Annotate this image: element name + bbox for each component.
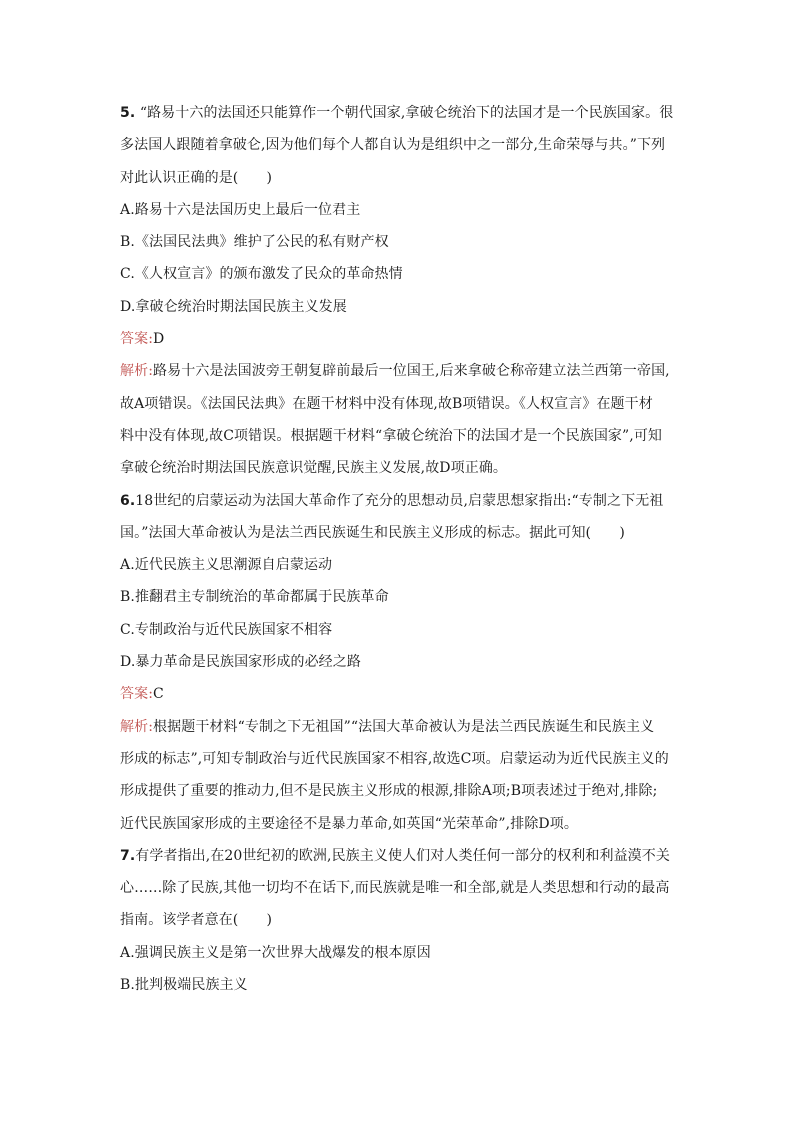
answer-value: D: [153, 331, 165, 348]
analysis-line: 解析:路易十六是法国波旁王朝复辟前最后一位国王,后来拿破仑称帝建立法兰西第一帝国,: [120, 363, 670, 380]
analysis-line: 解析:根据题干材料“专制之下无祖国”“法国大革命被认为是法兰西民族诞生和民族主义: [120, 718, 655, 735]
option-a: A.近代民族主义思潮源自启蒙运动: [120, 557, 333, 574]
option-a: A.路易十六是法国历史上最后一位君主: [120, 201, 361, 218]
analysis-line: 料中没有体现,故C项错误。根据题干材料“拿破仑统治下的法国才是一个民族国家”,可知: [120, 427, 663, 444]
option-b: B.推翻君主专制统治的革命都属于民族革命: [120, 589, 389, 606]
option-c: C.专制政治与近代民族国家不相容: [120, 621, 333, 638]
question-stem-line: 7.有学者指出,在20世纪初的欧洲,民族主义使人们对人类任何一部分的权利和利益漠不关: [120, 847, 670, 864]
question-stem-line: 心……除了民族,其他一切均不在话下,而民族就是唯一和全部,就是人类思想和行动的最高: [120, 880, 670, 897]
question-number: 7.: [120, 847, 136, 864]
analysis-line: 形成提供了重要的推动力,但不是民族主义形成的根源,排除A项;B项表述过于绝对,排除;: [120, 783, 658, 800]
analysis-label: 解析:: [120, 718, 154, 735]
answer-label: 答案:: [120, 331, 154, 348]
analysis-line: 拿破仑统治时期法国民族意识觉醒,民族主义发展,故D项正确。: [120, 460, 508, 477]
question-number: 6.: [120, 492, 136, 509]
option-b: B.批判极端民族主义: [120, 977, 248, 994]
question-stem-line: 多法国人跟随着拿破仑,因为他们每个人都自认为是组织中之一部分,生命荣辱与共。”下列: [120, 137, 666, 154]
analysis-line: 故A项错误。《法国民法典》在题干材料中没有体现,故B项错误。《人权宣言》在题干材: [120, 395, 653, 412]
question-number: 5.: [120, 105, 136, 121]
analysis-line: 形成的标志”,可知专制政治与近代民族国家不相容,故选C项。启蒙运动为近代民族主义的: [120, 750, 669, 767]
answer-line: [120, 323, 680, 355]
question-content: [120, 97, 680, 1001]
option-d: D.拿破仑统治时期法国民族主义发展: [120, 298, 347, 315]
option-a: A.强调民族主义是第一次世界大战爆发的根本原因: [120, 944, 431, 961]
option-b: B.《法国民法典》维护了公民的私有财产权: [120, 234, 389, 251]
question-5: [120, 97, 680, 485]
analysis-label: 解析:: [120, 363, 154, 380]
answer-line: [120, 678, 680, 710]
question-stem-line: 对此认识正确的是( ): [120, 169, 273, 186]
question-6: [120, 485, 680, 840]
option-c: C.《人权宣言》的颁布激发了民众的革命热情: [120, 266, 403, 283]
option-d: D.暴力革命是民族国家形成的必经之路: [120, 654, 361, 671]
question-7: [120, 840, 680, 1001]
question-stem-line: 国。”法国大革命被认为是法兰西民族诞生和民族主义形成的标志。据此可知( ): [120, 524, 625, 541]
question-stem-line: 6.18世纪的启蒙运动为法国大革命作了充分的思想动员,启蒙思想家指出:“专制之下无祖: [120, 492, 664, 509]
question-stem-line: 指南。该学者意在( ): [120, 912, 273, 929]
answer-label: 答案:: [120, 686, 154, 703]
answer-value: C: [153, 686, 164, 703]
question-stem-line: 5. “路易十六的法国还只能算作一个朝代国家,拿破仑统治下的法国才是一个民族国家。很: [120, 105, 674, 121]
analysis-line: 近代民族国家形成的主要途径不是暴力革命,如英国“光荣革命”,排除D项。: [120, 815, 578, 832]
